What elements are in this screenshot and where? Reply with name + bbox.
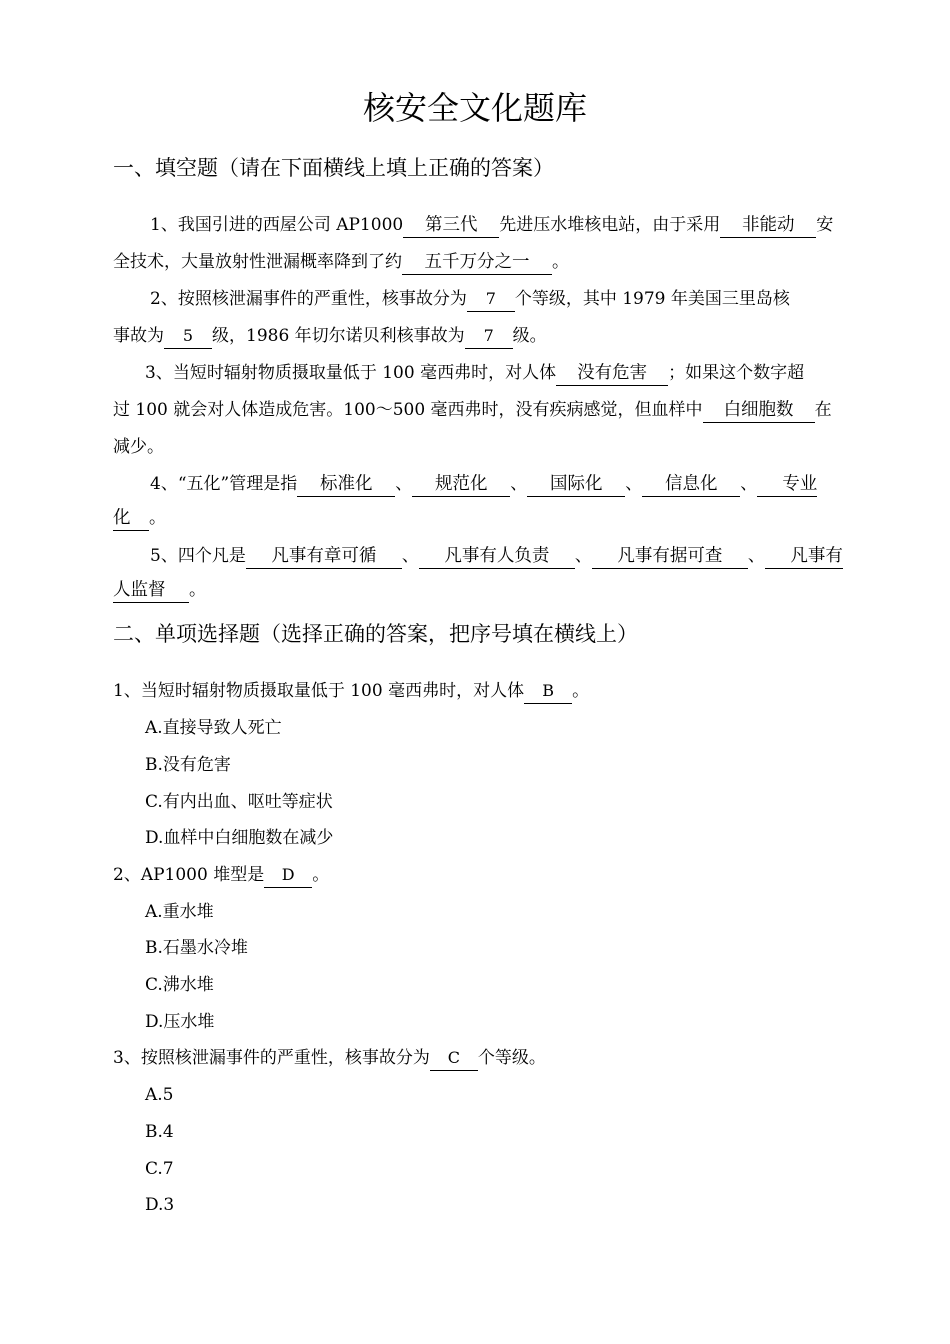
answer-blank: C [430, 1046, 478, 1071]
fill-q5-line1: 5、四个凡是 凡事有章可循 、 凡事有人负责 、 凡事有据可查 、 凡事有 [150, 541, 843, 571]
mc-option: A.直接导致人死亡 [145, 718, 282, 738]
answer-blank: 标准化 [297, 472, 395, 497]
mc-option: C.7 [145, 1159, 174, 1179]
fill-q2-line2: 事故为 5 级，1986 年切尔诺贝利核事故为 7 级。 [113, 321, 547, 351]
fill-q3-line1: 3、当短时辐射物质摄取量低于 100 毫西弗时，对人体 没有危害 ；如果这个数字超 [145, 358, 804, 388]
mc-option: B.没有危害 [145, 755, 231, 775]
fill-q4-line2: 化 。 [113, 503, 166, 533]
section2-heading: 二、单项选择题（选择正确的答案，把序号填在横线上） [113, 622, 638, 646]
mc-question-1: 1、当短时辐射物质摄取量低于 100 毫西弗时，对人体 B 。 [113, 676, 589, 706]
fill-q3-line2: 过 100 就会对人体造成危害。100～500 毫西弗时，没有疾病感觉，但血样中 白细胞数 在 [113, 395, 832, 425]
answer-blank: 人监督 [113, 578, 189, 603]
answer-blank: 5 [164, 324, 212, 349]
answer-blank: 凡事有人负责 [419, 544, 575, 569]
mc-option: D.3 [145, 1195, 175, 1215]
fill-q5-line2: 人监督 。 [113, 575, 206, 605]
mc-option: D.血样中白细胞数在减少 [145, 828, 334, 848]
answer-blank: 没有危害 [556, 361, 668, 386]
fill-q1-line1: 1、我国引进的西屋公司 AP1000 第三代 先进压水堆核电站，由于采用 非能动 安 [150, 210, 833, 240]
section1-heading: 一、填空题（请在下面横线上填上正确的答案） [113, 156, 554, 180]
fill-q1-line2: 全技术，大量放射性泄漏概率降到了约 五千万分之一 。 [113, 247, 569, 277]
answer-blank: 7 [467, 287, 515, 312]
answer-blank: 白细胞数 [703, 398, 815, 423]
mc-option: C.沸水堆 [145, 975, 214, 995]
answer-blank: 专业 [757, 472, 817, 497]
mc-option: D.压水堆 [145, 1012, 215, 1032]
fill-q3-line3: 减少。 [113, 437, 164, 457]
answer-blank: 凡事有 [765, 544, 843, 569]
mc-question-2: 2、AP1000 堆型是 D 。 [113, 860, 329, 890]
mc-option: A.重水堆 [145, 902, 214, 922]
answer-blank: 信息化 [642, 472, 740, 497]
mc-option: B.4 [145, 1122, 174, 1142]
page-title: 核安全文化题库 [362, 89, 587, 127]
answer-blank: 第三代 [403, 213, 499, 238]
fill-q2-line1: 2、按照核泄漏事件的严重性，核事故分为 7 个等级，其中 1979 年美国三里岛核 [150, 284, 790, 314]
answer-blank: 7 [465, 324, 513, 349]
answer-blank: 凡事有章可循 [246, 544, 402, 569]
mc-option: C.有内出血、呕吐等症状 [145, 792, 333, 812]
mc-question-3: 3、按照核泄漏事件的严重性，核事故分为 C 个等级。 [113, 1043, 546, 1073]
answer-blank: 规范化 [412, 472, 510, 497]
answer-blank: 凡事有据可查 [592, 544, 748, 569]
answer-blank: D [264, 863, 312, 888]
mc-option: A.5 [145, 1085, 174, 1105]
fill-q4-line1: 4、“五化”管理是指 标准化 、 规范化 、 国际化 、 信息化 、 专业 [150, 469, 817, 499]
answer-blank: B [524, 679, 572, 704]
mc-option: B.石墨水冷堆 [145, 938, 248, 958]
answer-blank: 化 [113, 506, 149, 531]
answer-blank: 国际化 [527, 472, 625, 497]
answer-blank: 非能动 [720, 213, 816, 238]
answer-blank: 五千万分之一 [402, 250, 552, 275]
